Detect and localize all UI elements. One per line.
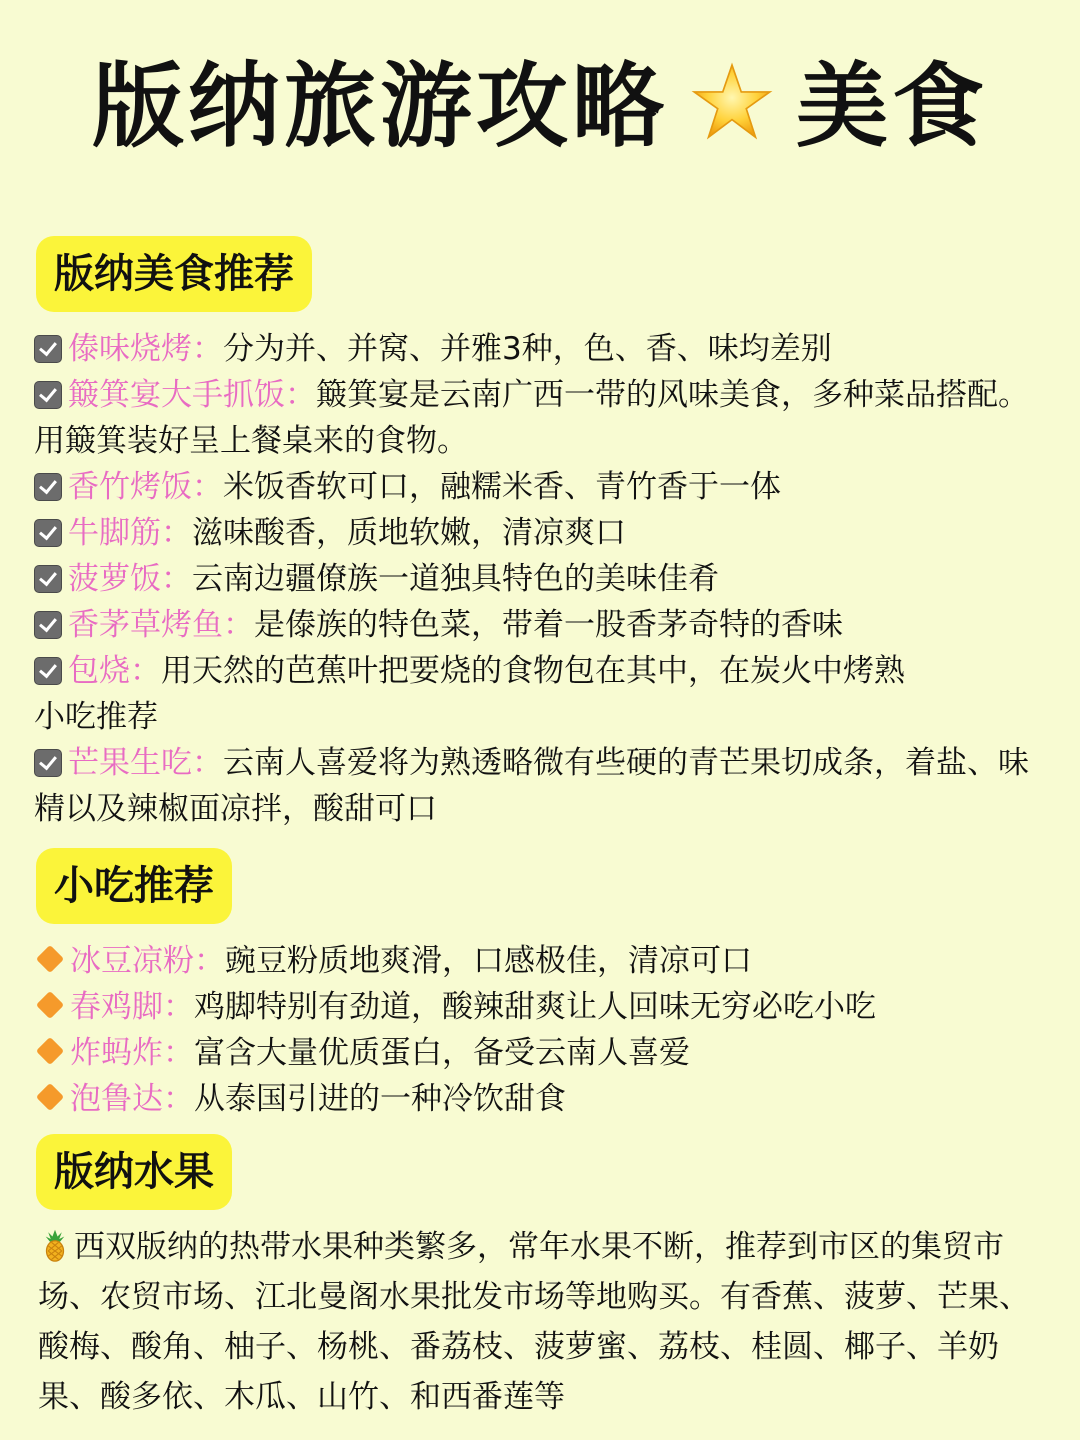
list-item — [34, 1030, 1034, 1076]
item-desc: 簸箕宴是云南广西一带的风味美食，多种菜品搭配。用簸箕装好呈上餐桌来的食物。 — [34, 377, 1029, 459]
orange-diamond-icon — [36, 945, 64, 973]
checkbox-icon — [34, 381, 62, 409]
item-name: 包烧： — [68, 653, 161, 689]
list-item — [34, 326, 1034, 372]
item-name: 泡鲁达： — [70, 1081, 194, 1117]
item-name: 香竹烤饭： — [68, 469, 223, 505]
item-name: 香茅草烤鱼： — [68, 607, 254, 643]
title-left: 版纳旅游攻略 — [91, 53, 668, 160]
item-name: 炸蚂炸： — [70, 1035, 194, 1071]
list-item — [34, 740, 1034, 832]
orange-diamond-icon — [36, 1083, 64, 1111]
list-item — [34, 1076, 1034, 1122]
item-desc: 鸡脚特别有劲道，酸辣甜爽让人回味无穷必吃小吃 — [194, 989, 876, 1025]
item-name: 芒果生吃： — [68, 745, 223, 781]
item-desc: 从泰国引进的一种冷饮甜食 — [194, 1081, 566, 1117]
orange-diamond-icon — [36, 1037, 64, 1065]
item-desc: 富含大量优质蛋白，备受云南人喜爱 — [194, 1035, 690, 1071]
page-title — [0, 52, 1080, 162]
item-name: 春鸡脚： — [70, 989, 194, 1025]
item-desc: 是傣族的特色菜，带着一股香茅奇特的香味 — [254, 607, 843, 643]
orange-diamond-icon — [36, 991, 64, 1019]
checkbox-icon — [34, 335, 62, 363]
checkbox-icon — [34, 611, 62, 639]
food-list — [34, 326, 1034, 832]
item-desc: 豌豆粉质地爽滑，口感极佳，清凉可口 — [225, 943, 752, 979]
checkbox-icon — [34, 473, 62, 501]
item-desc: 用天然的芭蕉叶把要烧的食物包在其中，在炭火中烤熟 — [161, 653, 905, 689]
checkbox-icon — [34, 749, 62, 777]
item-name: 菠萝饭： — [68, 561, 192, 597]
list-item — [34, 648, 1034, 694]
checkbox-icon — [34, 519, 62, 547]
star-icon — [690, 60, 774, 144]
item-name: 冰豆凉粉： — [70, 943, 225, 979]
fruit-paragraph — [38, 1222, 1038, 1422]
item-desc: 云南边疆僚族一道独具特色的美味佳肴 — [192, 561, 719, 597]
snacks-list — [34, 938, 1034, 1122]
item-desc: 云南人喜爱将为熟透略微有些硬的青芒果切成条，着盐、味精以及辣椒面凉拌，酸甜可口 — [34, 745, 1029, 827]
stray-line: 小吃推荐 — [34, 699, 158, 735]
fruit-text: 西双版纳的热带水果种类繁多，常年水果不断，推荐到市区的集贸市场、农贸市场、江北曼阁水果批发市场等地购买。有香蕉、菠萝、芒果、酸梅、酸角、柚子、杨桃、番荔枝、菠萝蜜、荔枝、桂圆、椰子、羊奶果、酸多依、木瓜、山竹、和西番莲等 — [38, 1229, 1030, 1415]
list-item — [34, 372, 1034, 464]
list-item — [34, 938, 1034, 984]
item-desc: 分为并、并窝、并雅3种，色、香、味均差别 — [223, 331, 832, 367]
item-name: 簸箕宴大手抓饭： — [68, 377, 316, 413]
item-desc: 滋味酸香，质地软嫩，清凉爽口 — [192, 515, 626, 551]
pineapple-icon — [38, 1228, 72, 1262]
checkbox-icon — [34, 657, 62, 685]
section-fruit-label: 版纳水果 — [36, 1134, 232, 1210]
list-item — [34, 464, 1034, 510]
list-item — [34, 984, 1034, 1030]
item-name: 傣味烧烤： — [68, 331, 223, 367]
section-food-label: 版纳美食推荐 — [36, 236, 312, 312]
item-desc: 米饭香软可口，融糯米香、青竹香于一体 — [223, 469, 781, 505]
checkbox-icon — [34, 565, 62, 593]
item-name: 牛脚筋： — [68, 515, 192, 551]
list-item — [34, 510, 1034, 556]
title-right: 美食 — [796, 53, 989, 160]
section-snacks-label: 小吃推荐 — [36, 848, 232, 924]
list-item — [34, 602, 1034, 648]
list-item — [34, 556, 1034, 602]
